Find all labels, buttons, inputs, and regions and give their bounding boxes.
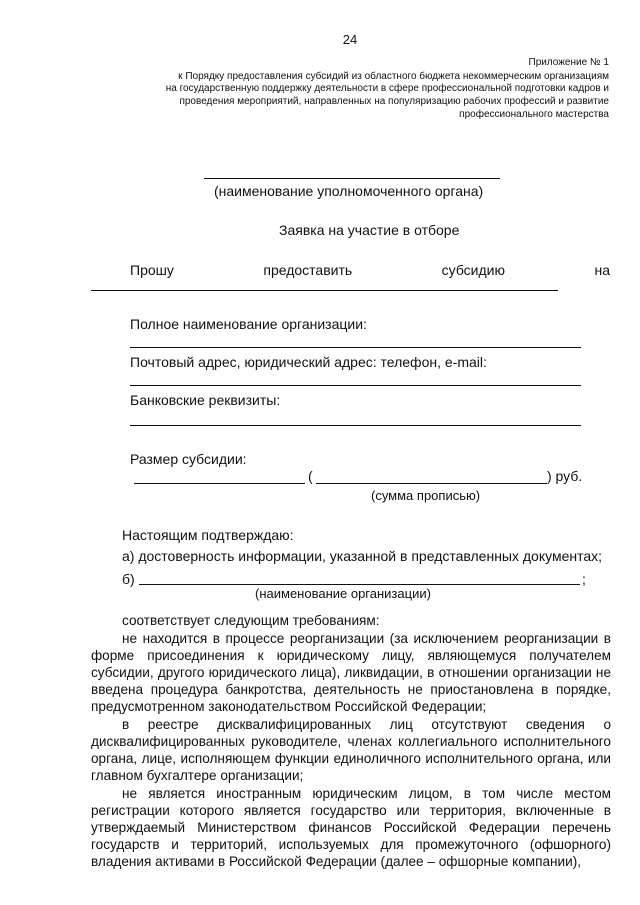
purpose-line[interactable]	[91, 290, 558, 291]
org-name-line[interactable]	[130, 347, 581, 348]
org-name-label: Полное наименование организации:	[130, 316, 367, 332]
requirement-text: не находится в процессе реорганизации (за исключением реорганизации в форме присоединения к юридическому лицу, являющемуся получателем субсидии, другого юридического лица), ликвидации, в отношении организации не введена процедура банкротства, деятельность не приостановлена в порядке, предусмотренном законодательством Российской Федерации;	[91, 631, 611, 714]
bank-line[interactable]	[130, 425, 581, 426]
requirement-paragraph	[91, 785, 611, 870]
bank-label: Банковские реквизиты:	[130, 392, 281, 408]
confirm-item-b-prefix: б)	[122, 571, 135, 587]
request-word: субсидию	[441, 262, 505, 278]
amount-digits-line[interactable]	[134, 483, 305, 484]
amount-paren-open: (	[308, 468, 313, 484]
form-title: Заявка на участие в отборе	[279, 222, 460, 238]
request-word: предоставить	[263, 262, 353, 278]
confirm-item-a: а) достоверность информации, указанной в представленных документах;	[122, 548, 603, 564]
amount-caption: (сумма прописью)	[371, 488, 481, 503]
org-caption: (наименование организации)	[255, 586, 431, 601]
requirement-text: в реестре дисквалифицированных лиц отсутствуют сведения о дисквалифицированных руководителе, членах коллегиального исполнительного органа, лице, исполняющем функции единоличного исполнительного органа, или главном бухгалтере организации;	[91, 717, 611, 783]
annex-line: на государственную поддержку деятельности в сфере профессиональной подготовки кадров и	[165, 83, 609, 94]
amount-currency: ) руб.	[547, 468, 583, 484]
request-word: на	[594, 262, 610, 278]
authority-caption: (наименование уполномоченного органа)	[214, 183, 484, 199]
request-word: Прошу	[130, 262, 174, 278]
page-number: 24	[342, 32, 358, 47]
requirement-paragraph	[91, 630, 611, 715]
confirm-heading: Настоящим подтверждаю:	[122, 527, 294, 543]
amount-label: Размер субсидии:	[130, 451, 247, 467]
confirm-org-line[interactable]	[139, 584, 580, 585]
annex-line: к Порядку предоставления субсидий из областного бюджета некоммерческим организациям	[178, 71, 609, 82]
confirm-item-b-suffix: ;	[582, 571, 586, 587]
address-label: Почтовый адрес, юридический адрес: телефон, e-mail:	[130, 354, 487, 370]
annex-line: проведения мероприятий, направленных на популяризацию рабочих профессий и развитие	[179, 96, 609, 107]
amount-words-line[interactable]	[316, 483, 547, 484]
requirement-text: не является иностранным юридическим лицом, в том числе местом регистрации которого является государство или территория, включенные в утверждаемый Министерством финансов Российской Федерации перечень государств и территорий, используемых для промежуточного (офшорного) владения активами в Российской Федерации (далее – офшорные компании),	[91, 786, 611, 869]
requirement-paragraph	[91, 716, 611, 784]
authority-name-line[interactable]	[204, 178, 500, 179]
annex-title: Приложение № 1	[528, 57, 609, 68]
request-line	[130, 262, 610, 278]
annex-line: профессионального мастерства	[459, 109, 609, 120]
requirements-intro: соответствует следующим требованиям:	[122, 613, 380, 628]
address-line[interactable]	[130, 385, 581, 386]
